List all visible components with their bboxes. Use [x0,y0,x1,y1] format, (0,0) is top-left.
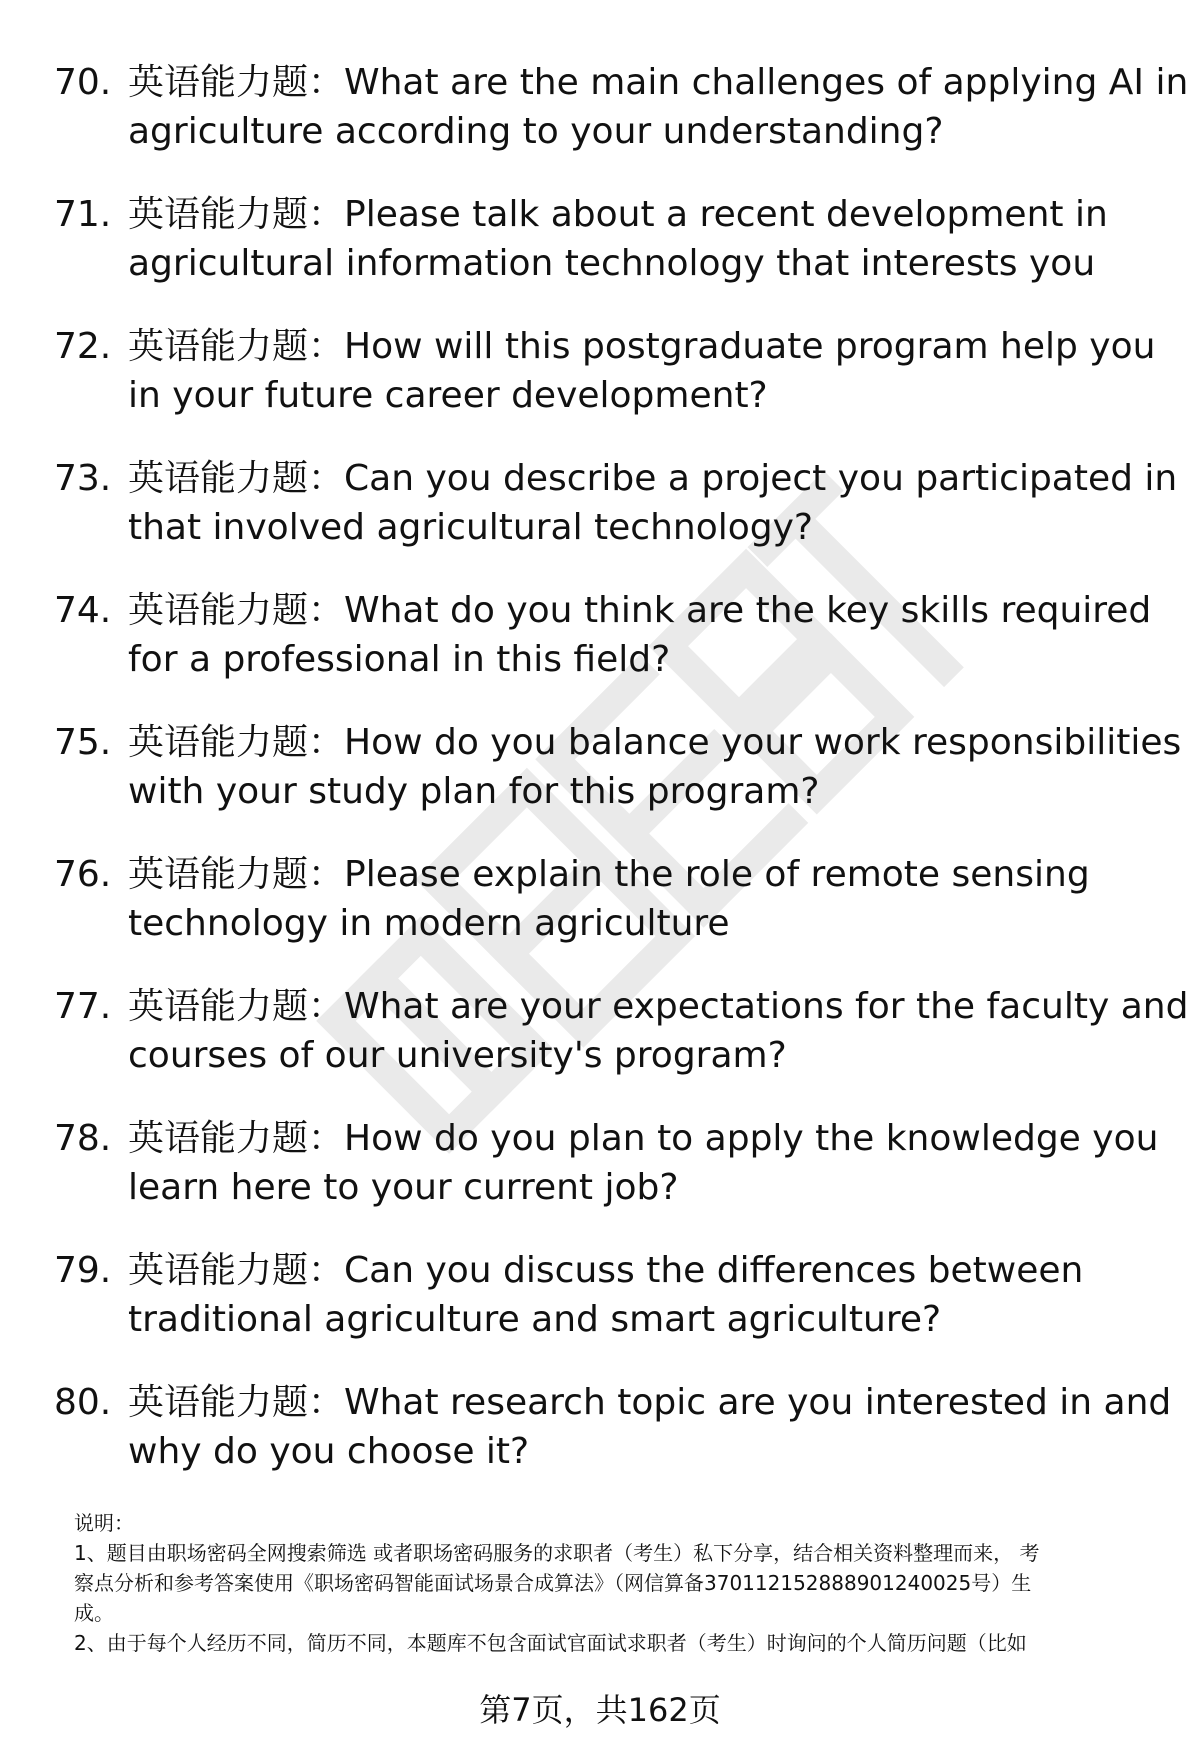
question-line: 英语能力题：How do you plan to apply the knowledge you [128,1118,1159,1159]
question-line: traditional agriculture and smart agriculture? [128,1299,942,1340]
notes-section [74,1508,1134,1658]
question-text [128,322,1156,420]
question-item [0,58,1200,190]
question-text [128,586,1152,684]
question-line: with your study plan for this program? [128,771,820,812]
question-item [0,322,1200,454]
question-line: technology in modern agriculture [128,903,730,944]
question-item [0,1378,1200,1510]
note-line: 2、由于每个人经历不同，简历不同，本题库不包含面试官面试求职者（考生）时询问的个人简历问题（比如 [74,1631,1027,1655]
question-item [0,190,1200,322]
question-line: that involved agricultural technology? [128,507,814,548]
question-text [128,1378,1172,1476]
note-line: 成。 [74,1601,114,1625]
question-number: 80. [54,1382,112,1423]
question-line: 英语能力题：How will this postgraduate program help you [128,326,1156,367]
question-line: learn here to your current job? [128,1167,679,1208]
note-line: 1、题目由职场密码全网搜索筛选 或者职场密码服务的求职者（考生）私下分享，结合相关资料整理而来， 考 [74,1541,1040,1565]
question-number: 74. [54,590,112,631]
question-item [0,454,1200,586]
question-number: 70. [54,62,112,103]
question-line: 英语能力题：Please explain the role of remote sensing [128,854,1090,895]
question-text [128,718,1182,816]
question-item [0,586,1200,718]
question-line: 英语能力题：Please talk about a recent development in [128,194,1108,235]
question-number: 72. [54,326,112,367]
question-text [128,982,1189,1080]
question-line: 英语能力题：Can you describe a project you participated in [128,458,1178,499]
question-line: why do you choose it? [128,1431,530,1472]
question-text [128,850,1148,948]
question-line: 英语能力题：What are the main challenges of applying AI in [128,62,1189,103]
question-text [128,1114,1159,1212]
question-item [0,718,1200,850]
question-item [0,850,1200,982]
question-line: 英语能力题：How do you balance your work responsibilities [128,722,1182,763]
question-text [128,454,1178,552]
question-text [128,1246,1148,1344]
question-text [128,190,1148,288]
question-number: 75. [54,722,112,763]
question-line: agriculture according to your understanding? [128,111,944,152]
question-line: 英语能力题：What do you think are the key skills required [128,590,1152,631]
question-item [0,1114,1200,1246]
question-number: 77. [54,986,112,1027]
question-line: courses of our university's program? [128,1035,787,1076]
question-text [128,58,1189,156]
question-item [0,982,1200,1114]
notes-heading: 说明： [74,1511,134,1535]
question-number: 78. [54,1118,112,1159]
question-line: in your future career development? [128,375,768,416]
page-number: 第7页，共162页 [479,1691,721,1729]
question-number: 76. [54,854,112,895]
question-line: agricultural information technology that interests you [128,243,1096,284]
question-number: 79. [54,1250,112,1291]
question-number: 71. [54,194,112,235]
question-item [0,1246,1200,1378]
question-line: 英语能力题：Can you discuss the differences between [128,1250,1084,1291]
question-line: 英语能力题：What are your expectations for the faculty and [128,986,1189,1027]
note-line: 察点分析和参考答案使用《职场密码智能面试场景合成算法》（网信算备370112152888901240025号）生 [74,1571,1032,1595]
question-number: 73. [54,458,112,499]
question-line: for a professional in this field? [128,639,671,680]
question-line: 英语能力题：What research topic are you interested in and [128,1382,1172,1423]
question-list [0,58,1200,1510]
